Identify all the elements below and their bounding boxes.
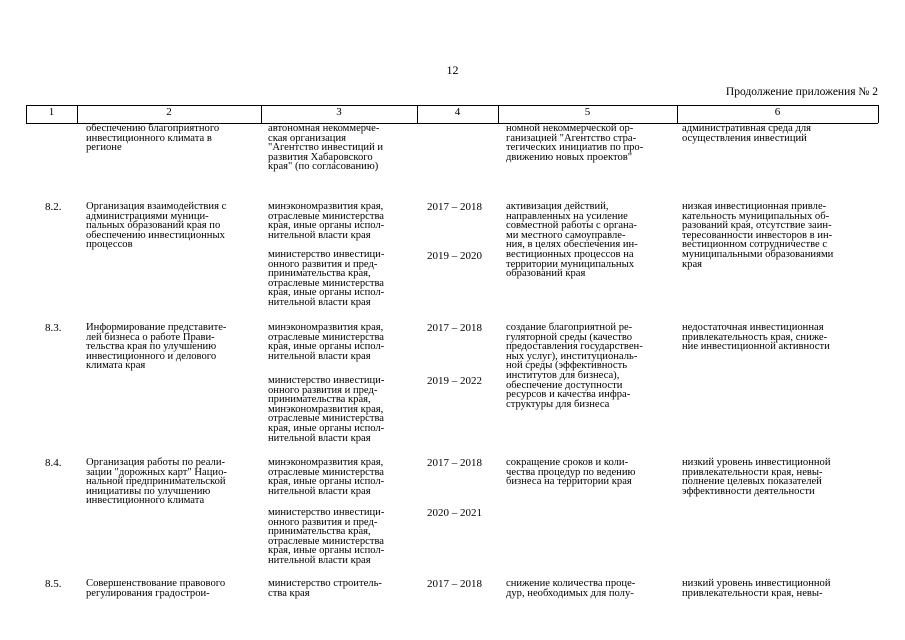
risk-cell: административная среда для осуществления инвестиций [682, 123, 812, 144]
col-header-2: 2 [166, 106, 172, 118]
executor-cell: минэкономразвития края, отраслевые министерства края, иные органы испол- нительной власти края [268, 201, 385, 241]
executor-cell: министерство инвестици- онного развития и пред- принимательства края, минэкономразвития края, отраслевые министерства края, иные органы испол- нительной власти края [268, 375, 385, 444]
continuation-caption: Продолжение приложения № 2 [725, 86, 878, 98]
result-cell: создание благоприятной ре- гуляторной среды (качество предоставления государствен- ных услуг), институциональ- ной среды (эффективность институтов для бизнеса), обеспечение доступности ресурсов и качества инфра- структуры для бизнеса [506, 322, 643, 410]
col-header-5: 5 [584, 106, 591, 118]
period-cell: 2019 – 2022 [427, 375, 482, 387]
executor-cell: минэкономразвития края, отраслевые министерства края, иные органы испол- нительной власти края [268, 322, 385, 362]
measure-cell: Организация взаимодействия с администрациями муници- пальных образований края по обеспечению инвестиционных процессов [86, 201, 227, 251]
row-number: 8.2. [45, 201, 62, 213]
col-header-3: 3 [336, 106, 342, 118]
period-cell: 2017 – 2018 [427, 457, 482, 469]
period-cell: 2017 – 2018 [427, 201, 482, 213]
executor-cell: минэкономразвития края, отраслевые министерства края, иные органы испол- нительной власти края [268, 457, 385, 497]
executor-cell: министерство инвестици- онного развития и пред- принимательства края, отраслевые министерства края, иные органы испол- нительной власти края [268, 249, 385, 308]
result-cell: снижение количества проце- дур, необходимых для полу- [506, 578, 636, 599]
executor-cell: министерство строитель- ства края [268, 578, 382, 599]
col-header-6: 6 [774, 106, 781, 118]
executor-cell: автономная некоммерче- ская организация "Агентство инвестиций и развития Хабаровского края" (по согласованию) [268, 123, 384, 173]
col-header-4: 4 [454, 106, 461, 118]
risk-cell: низкая инвестиционная привле- кательность муниципальных об- разований края, отсутствие заин- тересованности инвесторов в ин- вестиционном сотрудничестве с муниципальными образованиями края [682, 201, 834, 270]
risk-cell: недостаточная инвестиционная привлекательность края, сниже- ние инвестиционной активности [682, 322, 830, 353]
period-cell: 2017 – 2018 [427, 578, 482, 590]
risk-cell: низкий уровень инвестиционной привлекательности края, невы- полнение целевых показателей эффективности деятельности [682, 457, 831, 497]
executor-cell: министерство инвестици- онного развития и пред- принимательства края, отраслевые министерства края, иные органы испол- нительной власти края [268, 507, 385, 566]
period-cell: 2020 – 2021 [427, 507, 482, 519]
row-number: 8.5. [45, 578, 62, 590]
period-cell: 2019 – 2020 [427, 250, 482, 262]
row-number: 8.3. [45, 322, 62, 334]
col-header-1: 1 [48, 106, 55, 118]
result-cell: номной некоммерческой ор- ганизацией "Агентство стра- тегических инициатив по про- движению новых проектов" [506, 123, 644, 163]
measure-cell: Информирование представите- лей бизнеса о работе Прави- тельства края по улучшению инвестиционного и делового климата края [86, 322, 227, 372]
period-cell: 2017 – 2018 [427, 322, 482, 334]
measure-cell: обеспечению благоприятного инвестиционного климата в регионе [86, 123, 220, 154]
result-cell: активизация действий, направленных на усиление совместной работы с органа- ми местного самоуправле- ния, в целях обеспечения ин- вестиционных процессов на территории муниципальных образований края [506, 201, 638, 280]
row-number: 8.4. [45, 457, 62, 469]
col-divider [878, 105, 879, 123]
result-cell: сокращение сроков и коли- чества процедур по ведению бизнеса на территории края [506, 457, 636, 488]
page-number: 12 [446, 63, 459, 77]
measure-cell: Организация работы по реали- зации "дорожных карт" Нацио- нальной предпринимательской инициативы по улучшению инвестиционного климата [86, 457, 227, 507]
risk-cell: низкий уровень инвестиционной привлекательности края, невы- [682, 578, 831, 599]
measure-cell: Совершенствование правового регулирования градострои- [86, 578, 226, 599]
